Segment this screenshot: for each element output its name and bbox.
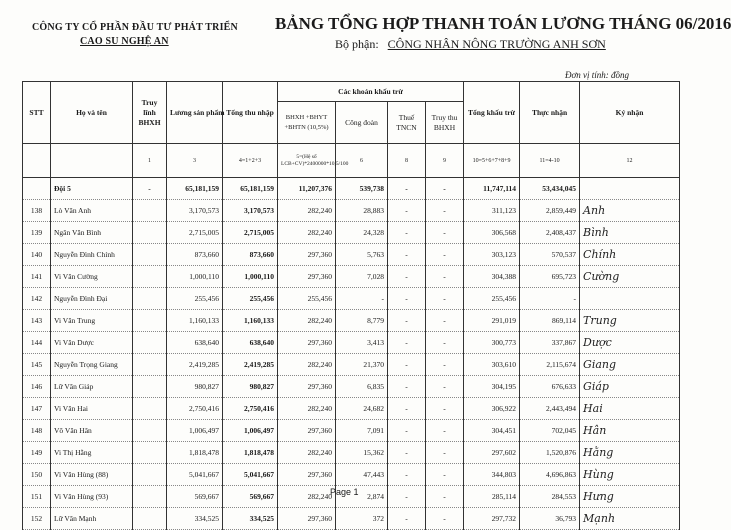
cell-bhxh-refund bbox=[133, 266, 167, 288]
cell-stt: 141 bbox=[23, 266, 51, 288]
cell-stt: 149 bbox=[23, 442, 51, 464]
cell-bhxh-refund bbox=[133, 442, 167, 464]
cell-tax: - bbox=[388, 376, 426, 398]
cell-total-income: 1,000,110 bbox=[223, 266, 278, 288]
cell-tax: - bbox=[388, 266, 426, 288]
cell-net: 1,520,876 bbox=[520, 442, 580, 464]
cell-insurance: 282,240 bbox=[278, 398, 336, 420]
table-row bbox=[23, 200, 680, 222]
group-net: 53,434,045 bbox=[520, 178, 580, 200]
cell-union: 7,028 bbox=[336, 266, 388, 288]
cell-bhxh-collect: - bbox=[426, 288, 464, 310]
cell-signature: Giang bbox=[580, 354, 680, 376]
department bbox=[335, 37, 606, 52]
cell-net: 36,793 bbox=[520, 508, 580, 530]
cell-union: 24,328 bbox=[336, 222, 388, 244]
cell-net: 284,553 bbox=[520, 486, 580, 508]
cell-insurance: 282,240 bbox=[278, 310, 336, 332]
department-label: Bộ phận: bbox=[335, 37, 379, 51]
group-tax: - bbox=[388, 178, 426, 200]
table-row bbox=[23, 310, 680, 332]
cell-bhxh-collect: - bbox=[426, 508, 464, 530]
col-number: 6 bbox=[336, 144, 388, 178]
group-bhxh-collect: - bbox=[426, 178, 464, 200]
cell-name: Vi Thị Hằng bbox=[51, 442, 133, 464]
cell-stt: 145 bbox=[23, 354, 51, 376]
cell-name: Lữ Văn Mạnh bbox=[51, 508, 133, 530]
company-line-1: CÔNG TY CỔ PHẦN ĐẦU TƯ PHÁT TRIỂN bbox=[32, 22, 238, 33]
cell-insurance: 297,360 bbox=[278, 376, 336, 398]
cell-output-salary: 569,667 bbox=[167, 486, 223, 508]
cell-tax: - bbox=[388, 398, 426, 420]
cell-bhxh-refund bbox=[133, 200, 167, 222]
cell-tax: - bbox=[388, 310, 426, 332]
cell-total-income: 569,667 bbox=[223, 486, 278, 508]
cell-name: Nguyễn Trọng Giang bbox=[51, 354, 133, 376]
cell-tax: - bbox=[388, 486, 426, 508]
table-row bbox=[23, 398, 680, 420]
col-net: Thực nhận bbox=[520, 82, 580, 144]
cell-net: 2,115,674 bbox=[520, 354, 580, 376]
col-stt: STT bbox=[23, 82, 51, 144]
col-number: 8 bbox=[388, 144, 426, 178]
cell-union: 372 bbox=[336, 508, 388, 530]
cell-tax: - bbox=[388, 332, 426, 354]
cell-total-income: 1,818,478 bbox=[223, 442, 278, 464]
cell-total-deduction: 255,456 bbox=[464, 288, 520, 310]
cell-bhxh-refund bbox=[133, 420, 167, 442]
cell-output-salary: 638,640 bbox=[167, 332, 223, 354]
cell-total-deduction: 304,451 bbox=[464, 420, 520, 442]
cell-union: 3,413 bbox=[336, 332, 388, 354]
col-number: 1 bbox=[133, 144, 167, 178]
cell-total-deduction: 297,732 bbox=[464, 508, 520, 530]
cell-total-deduction: 303,123 bbox=[464, 244, 520, 266]
table-row bbox=[23, 354, 680, 376]
cell-union: 28,883 bbox=[336, 200, 388, 222]
cell-union: 21,370 bbox=[336, 354, 388, 376]
col-deductions-group: Các khoản khấu trừ bbox=[278, 82, 464, 102]
cell-net: 2,443,494 bbox=[520, 398, 580, 420]
cell-signature: Hân bbox=[580, 420, 680, 442]
cell-bhxh-collect: - bbox=[426, 442, 464, 464]
cell-insurance: 297,360 bbox=[278, 332, 336, 354]
cell-output-salary: 5,041,667 bbox=[167, 464, 223, 486]
cell-bhxh-collect: - bbox=[426, 332, 464, 354]
cell-signature: Cường bbox=[580, 266, 680, 288]
col-number: 12 bbox=[580, 144, 680, 178]
cell-bhxh-refund bbox=[133, 376, 167, 398]
group-union: 539,738 bbox=[336, 178, 388, 200]
cell-net: 2,859,449 bbox=[520, 200, 580, 222]
cell-net: 2,408,437 bbox=[520, 222, 580, 244]
cell-signature: Mạnh bbox=[580, 508, 680, 530]
cell-tax: - bbox=[388, 442, 426, 464]
cell-total-income: 255,456 bbox=[223, 288, 278, 310]
col-number bbox=[51, 144, 133, 178]
col-total-income: Tổng thu nhập bbox=[223, 82, 278, 144]
col-union: Công đoàn bbox=[336, 102, 388, 144]
cell-output-salary: 980,827 bbox=[167, 376, 223, 398]
cell-total-income: 3,170,573 bbox=[223, 200, 278, 222]
col-number: 3 bbox=[167, 144, 223, 178]
cell-stt bbox=[23, 178, 51, 200]
cell-total-deduction: 304,388 bbox=[464, 266, 520, 288]
cell-bhxh-refund bbox=[133, 244, 167, 266]
cell-bhxh-refund bbox=[133, 508, 167, 530]
cell-total-deduction: 297,602 bbox=[464, 442, 520, 464]
cell-insurance: 297,360 bbox=[278, 508, 336, 530]
cell-net: 676,633 bbox=[520, 376, 580, 398]
cell-total-income: 2,715,005 bbox=[223, 222, 278, 244]
cell-union: 15,362 bbox=[336, 442, 388, 464]
page-number: Page 1 bbox=[330, 487, 359, 497]
col-number: 5=(Hệ số LCB+CV)*2400000*10,5/100 bbox=[278, 144, 336, 178]
cell-output-salary: 3,170,573 bbox=[167, 200, 223, 222]
cell-insurance: 282,240 bbox=[278, 354, 336, 376]
cell-insurance: 297,360 bbox=[278, 420, 336, 442]
cell-output-salary: 1,818,478 bbox=[167, 442, 223, 464]
group-signature bbox=[580, 178, 680, 200]
cell-insurance: 282,240 bbox=[278, 486, 336, 508]
cell-bhxh-collect: - bbox=[426, 200, 464, 222]
cell-net: - bbox=[520, 288, 580, 310]
table-row bbox=[23, 420, 680, 442]
cell-name: Lò Văn Anh bbox=[51, 200, 133, 222]
table-row bbox=[23, 266, 680, 288]
cell-tax: - bbox=[388, 200, 426, 222]
cell-name: Võ Văn Hân bbox=[51, 420, 133, 442]
cell-stt: 140 bbox=[23, 244, 51, 266]
col-number: 9 bbox=[426, 144, 464, 178]
table-row bbox=[23, 288, 680, 310]
cell-name: Vi Văn Hùng (88) bbox=[51, 464, 133, 486]
cell-bhxh-collect: - bbox=[426, 486, 464, 508]
cell-bhxh-refund bbox=[133, 332, 167, 354]
cell-output-salary: 255,456 bbox=[167, 288, 223, 310]
cell-net: 702,045 bbox=[520, 420, 580, 442]
cell-bhxh-collect: - bbox=[426, 354, 464, 376]
cell-total-income: 1,160,133 bbox=[223, 310, 278, 332]
cell-net: 869,114 bbox=[520, 310, 580, 332]
cell-name: Nguyễn Đình Chính bbox=[51, 244, 133, 266]
cell-name: Ngân Văn Bình bbox=[51, 222, 133, 244]
cell-signature: Giáp bbox=[580, 376, 680, 398]
cell-total-income: 334,525 bbox=[223, 508, 278, 530]
cell-union: 7,091 bbox=[336, 420, 388, 442]
cell-total-income: 873,660 bbox=[223, 244, 278, 266]
company-name bbox=[32, 22, 238, 47]
cell-tax: - bbox=[388, 244, 426, 266]
cell-stt: 148 bbox=[23, 420, 51, 442]
cell-name: Vi Văn Hai bbox=[51, 398, 133, 420]
cell-bhxh-collect: - bbox=[426, 266, 464, 288]
table-row bbox=[23, 508, 680, 530]
cell-stt: 152 bbox=[23, 508, 51, 530]
cell-insurance: 297,360 bbox=[278, 266, 336, 288]
cell-total-deduction: 306,922 bbox=[464, 398, 520, 420]
cell-insurance: 282,240 bbox=[278, 200, 336, 222]
cell-output-salary: 2,750,416 bbox=[167, 398, 223, 420]
table-row bbox=[23, 442, 680, 464]
cell-bhxh-refund bbox=[133, 486, 167, 508]
cell-tax: - bbox=[388, 508, 426, 530]
table-row bbox=[23, 464, 680, 486]
payroll-body bbox=[23, 178, 680, 530]
cell-union: - bbox=[336, 288, 388, 310]
cell-output-salary: 2,715,005 bbox=[167, 222, 223, 244]
col-output-salary: Lương sản phẩm bbox=[167, 82, 223, 144]
table-row bbox=[23, 222, 680, 244]
cell-bhxh-collect: - bbox=[426, 420, 464, 442]
cell-insurance: 297,360 bbox=[278, 464, 336, 486]
cell-union: 8,779 bbox=[336, 310, 388, 332]
cell-net: 337,867 bbox=[520, 332, 580, 354]
cell-bhxh-collect: - bbox=[426, 222, 464, 244]
col-insurance: BHXH +BHYT +BHTN (10,5%) bbox=[278, 102, 336, 144]
company-line-2: CAO SU NGHỆ AN bbox=[80, 36, 169, 47]
cell-name: Vi Văn Cường bbox=[51, 266, 133, 288]
cell-total-deduction: 300,773 bbox=[464, 332, 520, 354]
cell-name: Vi Văn Dược bbox=[51, 332, 133, 354]
payroll-table bbox=[22, 81, 680, 530]
cell-bhxh-collect: - bbox=[426, 398, 464, 420]
cell-net: 695,723 bbox=[520, 266, 580, 288]
cell-union: 24,682 bbox=[336, 398, 388, 420]
cell-stt: 151 bbox=[23, 486, 51, 508]
cell-stt: 139 bbox=[23, 222, 51, 244]
col-total-deduction: Tổng khấu trừ bbox=[464, 82, 520, 144]
cell-total-income: 5,041,667 bbox=[223, 464, 278, 486]
group-bhxh-refund: - bbox=[133, 178, 167, 200]
group-output-salary: 65,181,159 bbox=[167, 178, 223, 200]
cell-signature bbox=[580, 288, 680, 310]
cell-total-deduction: 291,019 bbox=[464, 310, 520, 332]
cell-bhxh-collect: - bbox=[426, 464, 464, 486]
cell-output-salary: 1,160,133 bbox=[167, 310, 223, 332]
cell-bhxh-collect: - bbox=[426, 310, 464, 332]
cell-total-deduction: 303,610 bbox=[464, 354, 520, 376]
cell-stt: 143 bbox=[23, 310, 51, 332]
cell-tax: - bbox=[388, 464, 426, 486]
cell-bhxh-refund bbox=[133, 222, 167, 244]
cell-bhxh-collect: - bbox=[426, 376, 464, 398]
cell-output-salary: 1,000,110 bbox=[167, 266, 223, 288]
cell-signature: Hai bbox=[580, 398, 680, 420]
cell-name: Nguyễn Đình Đại bbox=[51, 288, 133, 310]
cell-union: 5,763 bbox=[336, 244, 388, 266]
cell-output-salary: 1,006,497 bbox=[167, 420, 223, 442]
cell-stt: 144 bbox=[23, 332, 51, 354]
group-total-income: 65,181,159 bbox=[223, 178, 278, 200]
cell-bhxh-refund bbox=[133, 398, 167, 420]
cell-name: Lữ Văn Giáp bbox=[51, 376, 133, 398]
cell-total-income: 2,750,416 bbox=[223, 398, 278, 420]
col-name: Họ và tên bbox=[51, 82, 133, 144]
department-name: CÔNG NHÂN NÔNG TRƯỜNG ANH SƠN bbox=[387, 37, 606, 51]
cell-insurance: 282,240 bbox=[278, 222, 336, 244]
cell-tax: - bbox=[388, 354, 426, 376]
cell-stt: 142 bbox=[23, 288, 51, 310]
cell-signature: Trung bbox=[580, 310, 680, 332]
cell-signature: Chính bbox=[580, 244, 680, 266]
cell-tax: - bbox=[388, 288, 426, 310]
cell-net: 570,537 bbox=[520, 244, 580, 266]
col-number: 10=5+6+7+8+9 bbox=[464, 144, 520, 178]
cell-total-deduction: 344,803 bbox=[464, 464, 520, 486]
cell-output-salary: 873,660 bbox=[167, 244, 223, 266]
table-row bbox=[23, 244, 680, 266]
cell-signature: Hùng bbox=[580, 464, 680, 486]
cell-name: Vi Văn Trung bbox=[51, 310, 133, 332]
cell-output-salary: 334,525 bbox=[167, 508, 223, 530]
cell-signature: Dược bbox=[580, 332, 680, 354]
page-title: BẢNG TỔNG HỢP THANH TOÁN LƯƠNG THÁNG 06/2016 bbox=[275, 14, 731, 33]
currency-unit: Đơn vị tính: đồng bbox=[565, 70, 630, 80]
col-number bbox=[23, 144, 51, 178]
cell-output-salary: 2,419,285 bbox=[167, 354, 223, 376]
cell-signature: Bình bbox=[580, 222, 680, 244]
cell-total-deduction: 285,114 bbox=[464, 486, 520, 508]
cell-tax: - bbox=[388, 222, 426, 244]
cell-signature: Hưng bbox=[580, 486, 680, 508]
cell-signature: Anh bbox=[580, 200, 680, 222]
col-bhxh-collect: Truy thu BHXH bbox=[426, 102, 464, 144]
cell-total-deduction: 306,568 bbox=[464, 222, 520, 244]
cell-stt: 138 bbox=[23, 200, 51, 222]
cell-stt: 147 bbox=[23, 398, 51, 420]
cell-insurance: 297,360 bbox=[278, 244, 336, 266]
cell-signature: Hằng bbox=[580, 442, 680, 464]
table-row bbox=[23, 332, 680, 354]
cell-union: 47,443 bbox=[336, 464, 388, 486]
cell-bhxh-refund bbox=[133, 464, 167, 486]
cell-stt: 146 bbox=[23, 376, 51, 398]
group-insurance: 11,207,376 bbox=[278, 178, 336, 200]
col-number: 11=4-10 bbox=[520, 144, 580, 178]
cell-name: Vi Văn Hùng (93) bbox=[51, 486, 133, 508]
table-row bbox=[23, 376, 680, 398]
group-row bbox=[23, 178, 680, 200]
cell-bhxh-collect: - bbox=[426, 244, 464, 266]
cell-net: 4,696,863 bbox=[520, 464, 580, 486]
cell-union: 6,835 bbox=[336, 376, 388, 398]
cell-total-deduction: 304,195 bbox=[464, 376, 520, 398]
cell-tax: - bbox=[388, 420, 426, 442]
cell-total-income: 980,827 bbox=[223, 376, 278, 398]
cell-stt: 150 bbox=[23, 464, 51, 486]
group-total-deduction: 11,747,114 bbox=[464, 178, 520, 200]
col-bhxh-refund: Truy lĩnh BHXH bbox=[133, 82, 167, 144]
cell-total-income: 1,006,497 bbox=[223, 420, 278, 442]
group-name: Đội 5 bbox=[51, 178, 133, 200]
cell-insurance: 255,456 bbox=[278, 288, 336, 310]
cell-total-income: 638,640 bbox=[223, 332, 278, 354]
cell-total-deduction: 311,123 bbox=[464, 200, 520, 222]
cell-insurance: 282,240 bbox=[278, 442, 336, 464]
col-signature: Ký nhận bbox=[580, 82, 680, 144]
cell-bhxh-refund bbox=[133, 310, 167, 332]
col-tax: Thuế TNCN bbox=[388, 102, 426, 144]
cell-bhxh-refund bbox=[133, 288, 167, 310]
cell-total-income: 2,419,285 bbox=[223, 354, 278, 376]
cell-union: 2,874 bbox=[336, 486, 388, 508]
col-number: 4=1+2+3 bbox=[223, 144, 278, 178]
cell-bhxh-refund bbox=[133, 354, 167, 376]
